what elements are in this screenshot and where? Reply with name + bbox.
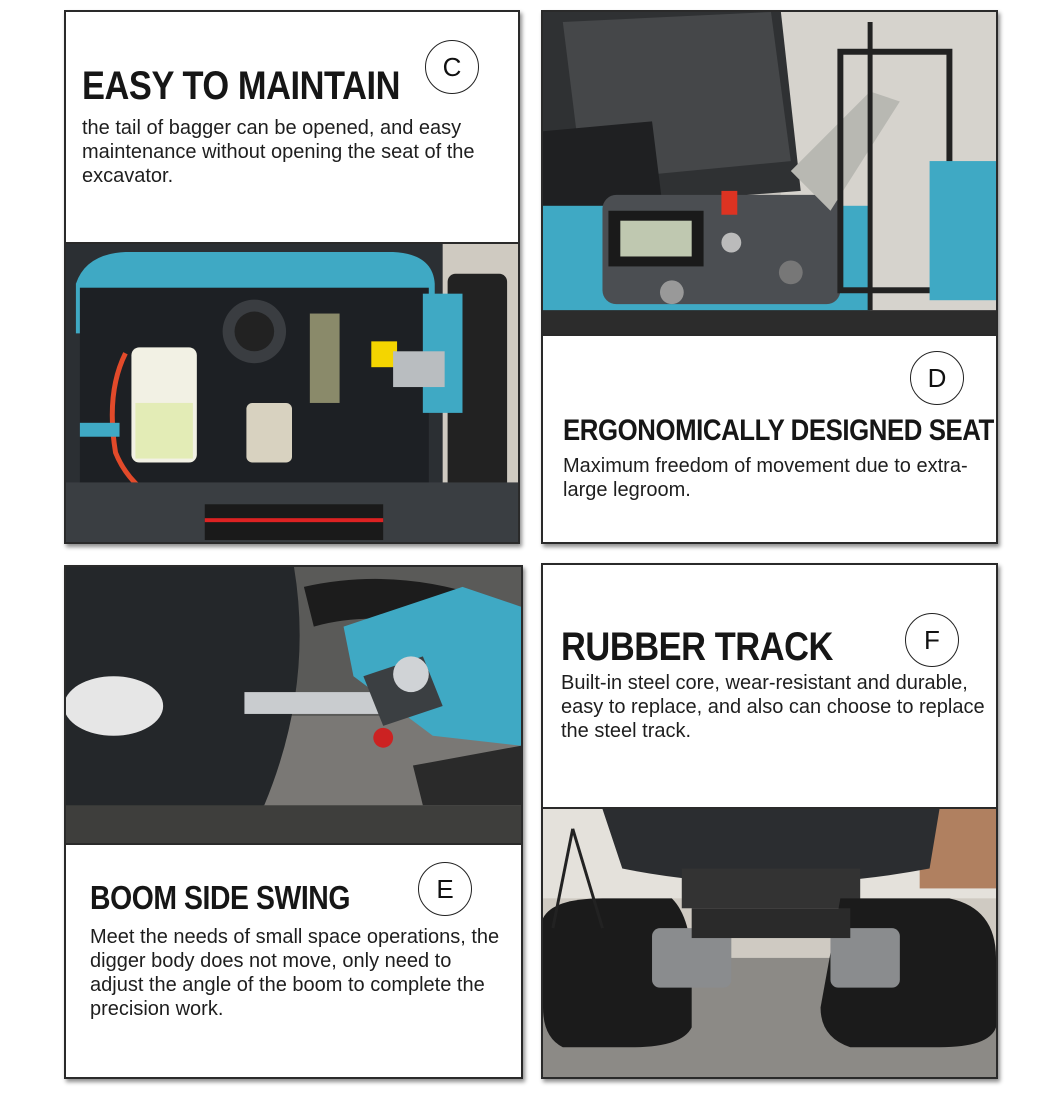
panel-e-text-area	[66, 845, 521, 1079]
panel-e-description: Meet the needs of small space operations, the digger body does not move, only need to adjust the angle of the boom to complete the precision work.	[90, 926, 500, 1020]
panel-d-text-area	[543, 336, 996, 544]
panel-ergonomic-seat	[541, 10, 998, 544]
panel-c-letter-badge: C	[425, 40, 479, 94]
panel-f-letter-badge: F	[905, 613, 959, 667]
panel-e-title: BOOM SIDE SWING	[90, 879, 351, 916]
operator-seat-photo	[543, 12, 996, 336]
panel-d-description: Maximum freedom of movement due to extra-large legroom.	[563, 455, 968, 501]
panel-e-letter-badge: E	[418, 862, 472, 916]
panel-boom-side-swing	[64, 565, 523, 1079]
rubber-track-photo	[543, 807, 996, 1079]
panel-easy-to-maintain	[64, 10, 520, 544]
panel-c-text-area	[66, 12, 518, 242]
panel-c-description: the tail of bagger can be opened, and easy maintenance without opening the seat of the excavator.	[82, 117, 475, 187]
engine-bay-photo	[66, 242, 518, 544]
panel-d-letter-badge: D	[910, 351, 964, 405]
panel-d-title: ERGONOMICALLY DESIGNED SEAT	[563, 414, 994, 447]
boom-swing-photo	[66, 567, 521, 845]
panel-f-text-area	[543, 565, 996, 807]
panel-f-title: RUBBER TRACK	[561, 625, 833, 669]
panel-c-title: EASY TO MAINTAIN	[82, 64, 401, 108]
panel-rubber-track	[541, 563, 998, 1079]
panel-f-description: Built-in steel core, wear-resistant and durable, easy to replace, and also can choose to replace the steel track.	[561, 672, 985, 742]
